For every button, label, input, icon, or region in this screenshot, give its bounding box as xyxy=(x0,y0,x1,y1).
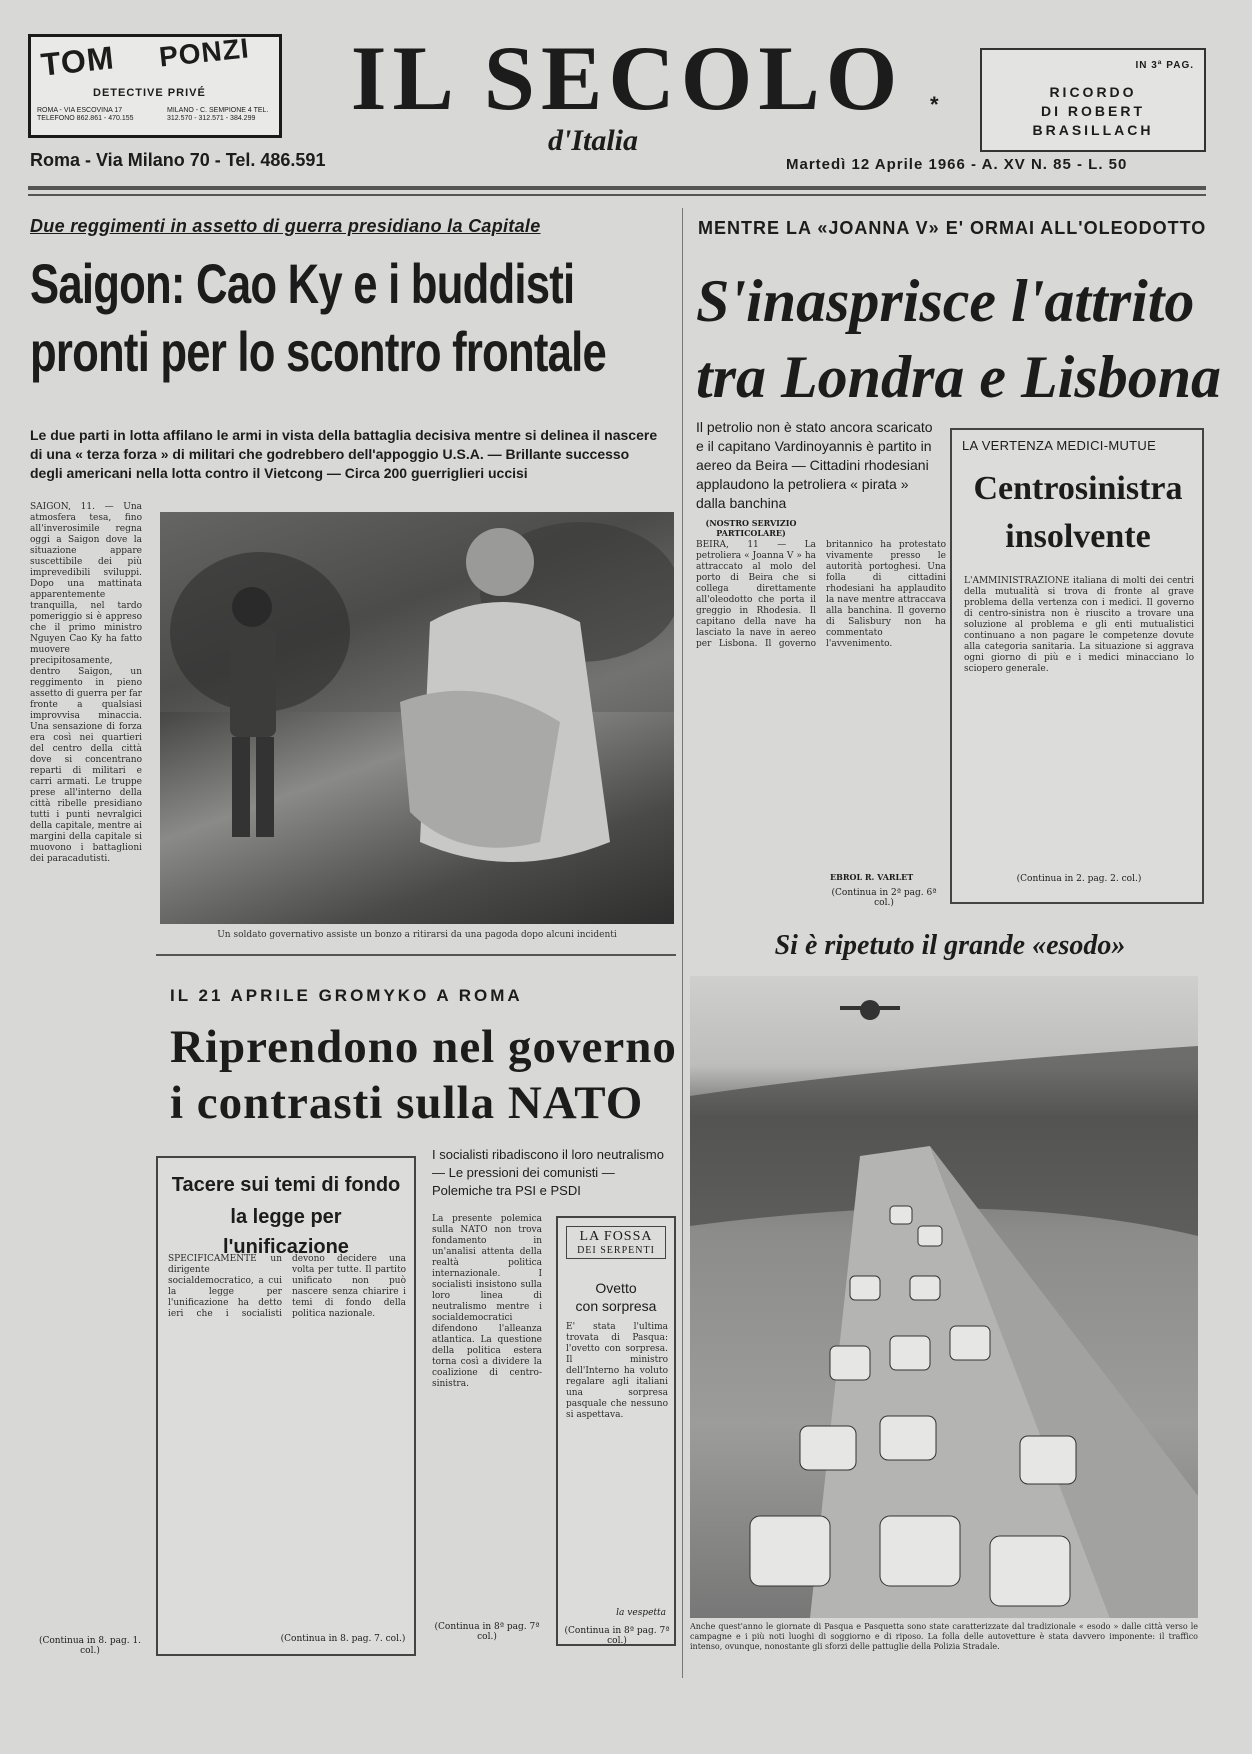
saigon-photo-figures xyxy=(160,512,674,924)
medici-headline-line2: insolvente xyxy=(1005,518,1151,555)
tacere-body: SPECIFICAMENTE un dirigente socialdemocratico, a cui la legge per l'unificazione ha detto ieri che i socialisti devono decidere una volta per tutte. Il partito unificato non può nascere senza chiarire i temi di fondo della politica nazionale. xyxy=(168,1254,406,1319)
saigon-continued: (Continua in 8. pag. 1. col.) xyxy=(38,1636,142,1656)
tacere-headline-line2: la legge per l'unificazione xyxy=(223,1206,349,1258)
joanna-byline: (NOSTRO SERVIZIO PARTICOLARE) xyxy=(705,518,797,538)
saigon-photo-caption: Un soldato governativo assiste un bonzo a ritirarsi da una pagoda dopo alcuni incidenti xyxy=(217,930,617,940)
medici-continued: (Continua in 2. pag. 2. col.) xyxy=(1016,874,1142,884)
nato-kicker: IL 21 APRILE GROMYKO A ROMA xyxy=(170,986,523,1005)
inside-line-2: DI ROBERT xyxy=(1041,103,1145,119)
nato-deck: I socialisti ribadiscono il loro neutralismo — Le pressioni dei comunisti — Polemiche tra PSI e PSDI xyxy=(432,1147,664,1198)
saigon-headline-line1: Saigon: Cao Ky e i buddisti xyxy=(30,252,575,315)
joanna-signature: EBROL R. VARLET xyxy=(830,872,914,882)
esodo-caption: Anche quest'anno le giornate di Pasqua e Pasquetta sono state caratterizzate dal tradizionale « esodo » dalle città verso le campagne e i più noti luoghi di soggiorno e di riposo. La folla delle autovetture è stata davvero imponente: il traffico intenso, ovunque, nonostante gli sforzi delle pattuglie della Polizia Stradale. xyxy=(690,1622,1198,1651)
fossa-title-line1: LA FOSSA xyxy=(579,1229,653,1244)
esodo-headline: Si è ripetuto il grande «esodo» xyxy=(774,930,1126,961)
nato-continued: (Continua in 8ª pag. 7ª col.) xyxy=(434,1622,540,1642)
tacere-headline-line1: Tacere sui temi di fondo xyxy=(171,1174,401,1196)
newspaper-title: IL SECOLO xyxy=(350,27,904,129)
tacere-box xyxy=(156,1156,416,1656)
medici-body: L'AMMINISTRAZIONE italiana di molti dei centri della mutualità si trova di fronte al grave problema della vertenza con i medici. Il governo di centro-sinistra non è riuscito a trovare una soluzione al problema e gli enti mutualistici continuano a non pagare le competenze dovute alla categoria sanitaria. La situazione si aggrava ogni giorno di più e i medici minacciano lo sciopero generale. xyxy=(964,576,1194,674)
nato-top-rule xyxy=(156,954,676,956)
tacere-continued: (Continua in 8. pag. 7. col.) xyxy=(280,1634,406,1644)
nato-body: La presente polemica sulla NATO non trova fondamento in un'analisi attenta della realtà politica internazionale. I socialisti insistono sulla loro linea di neutralismo mentre i socialdemocratici difendono l'alleanza atlantica. La questione della politica estera torna così a dividere la coalizione di centro-sinistra. xyxy=(432,1214,542,1389)
nato-headline-line2: i contrasti sulla NATO xyxy=(170,1077,644,1129)
ad-subtitle: DETECTIVE PRIVÉ xyxy=(93,87,206,99)
masthead-rule xyxy=(28,186,1206,190)
joanna-headline-line1: S'inasprisce l'attrito xyxy=(696,268,1195,334)
joanna-kicker: MENTRE LA «JOANNA V» E' ORMAI ALL'OLEODOTTO xyxy=(698,218,1207,238)
editorial-address: Roma - Via Milano 70 - Tel. 486.591 xyxy=(30,150,326,170)
joanna-deck: Il petrolio non è stato ancora scaricato e il capitano Vardinoyannis è partito in aereo da Beira — Cittadini rhodesiani applaudono la petroliera « pirata » dalla banchina xyxy=(696,419,933,511)
fossa-box xyxy=(556,1216,676,1646)
saigon-deck: Le due parti in lotta affilano le armi in vista della battaglia decisiva mentre si delinea il nascere di una « terza forza » di militari che godrebbero dell'appoggio U.S.A. — Brillante successo degli americani nella lotta contro il Vietcong — Circa 200 guerriglieri uccisi xyxy=(30,427,658,481)
inside-line-1: RICORDO xyxy=(1049,84,1137,100)
masthead-rule-thin xyxy=(28,194,1206,196)
nato-headline-line1: Riprendono nel governo xyxy=(170,1021,677,1073)
medici-box xyxy=(950,428,1204,904)
fossa-headline-line1: Ovetto xyxy=(595,1280,637,1296)
saigon-body: SAIGON, 11. — Una atmosfera tesa, fino all'inverosimile regna oggi a Saigon dove la situazione appare suscettibile dei più imprevedibili sviluppi. Dopo una mattinata apparentemente tranquilla, nel tardo pomeriggio si è appreso che il primo ministro Nguyen Cao Ky ha fatto muovere precipitosamente, dentro Saigon, un reggimento in pieno assetto di guerra per far fronte a qualsiasi improvvisa minaccia. Una sensazione di forza era così nei quartieri del centro della città dove si concentrano reparti di militari e carri armati. Le truppe prese all'interno della città ribelle presidiano tutti i punti nevralgici della capitale, mentre ai margini della capitale si muovono i battaglioni dei paracadutisti. xyxy=(30,502,142,864)
newspaper-subtitle: d'Italia xyxy=(548,124,639,157)
joanna-headline-line2: tra Londra e Lisbona xyxy=(696,344,1222,410)
fossa-signature: la vespetta xyxy=(616,1608,666,1618)
fossa-headline-line2: con sorpresa xyxy=(575,1298,657,1314)
joanna-continued: (Continua in 2ª pag. 6ª col.) xyxy=(831,888,937,908)
saigon-kicker: Due reggimenti in assetto di guerra presidiano la Capitale xyxy=(30,216,541,236)
medici-headline-line1: Centrosinistra xyxy=(973,470,1183,507)
inside-page-box xyxy=(980,48,1206,152)
fossa-continued: (Continua in 8ª pag. 7ª col.) xyxy=(564,1626,670,1646)
column-divider xyxy=(682,208,683,1678)
inside-page-tag: IN 3ª PAG. xyxy=(1135,60,1194,71)
ad-brand-tom: TOM xyxy=(39,39,117,83)
esodo-photo xyxy=(690,976,1198,1618)
advertisement-box xyxy=(28,34,282,138)
ad-brand-ponzi: PONZI xyxy=(157,32,251,73)
medici-kicker: LA VERTENZA MEDICI-MUTUE xyxy=(962,438,1157,453)
joanna-body: BEIRA, 11 — La petroliera « Joanna V » ha attraccato al molo del porto di Beira che si collega direttamente all'oleodotto che porta il greggio in Rhodesia. Il capitano della nave ha lasciato la nave in aereo per Lisbona. Il governo britannico ha protestato vivamente presso le autorità portoghesi. Una folla di cittadini rhodesiani ha applaudito la nave mentre attraccava alla banchina. Il governo di Salisbury non ha commentato l'avvenimento. xyxy=(696,540,946,649)
inside-line-3: BRASILLACH xyxy=(1032,122,1154,138)
fossa-title-line2: DEI SERPENTI xyxy=(577,1245,655,1256)
issue-date-line: Martedì 12 Aprile 1966 - A. XV N. 85 - L. 50 xyxy=(786,156,1128,173)
saigon-photo xyxy=(160,512,674,924)
ad-address-rome: ROMA - VIA ESCOVINA 17 TELEFONO 862.861 - 470.155 xyxy=(37,107,134,122)
saigon-headline-line2: pronti per lo scontro frontale xyxy=(30,320,607,383)
esodo-photo-traffic xyxy=(690,976,1198,1618)
title-star: * xyxy=(930,92,939,117)
fossa-body: E' stata l'ultima trovata di Pasqua: l'ovetto con sorpresa. Il ministro dell'Interno ha voluto regalare agli italiani una sorpresa pasquale che nessuno si aspettava. xyxy=(566,1322,668,1420)
fossa-title-box xyxy=(566,1226,666,1259)
ad-address-milan: MILANO - C. SEMPIONE 4 TEL. 312.570 - 312.571 - 384.299 xyxy=(167,107,269,122)
